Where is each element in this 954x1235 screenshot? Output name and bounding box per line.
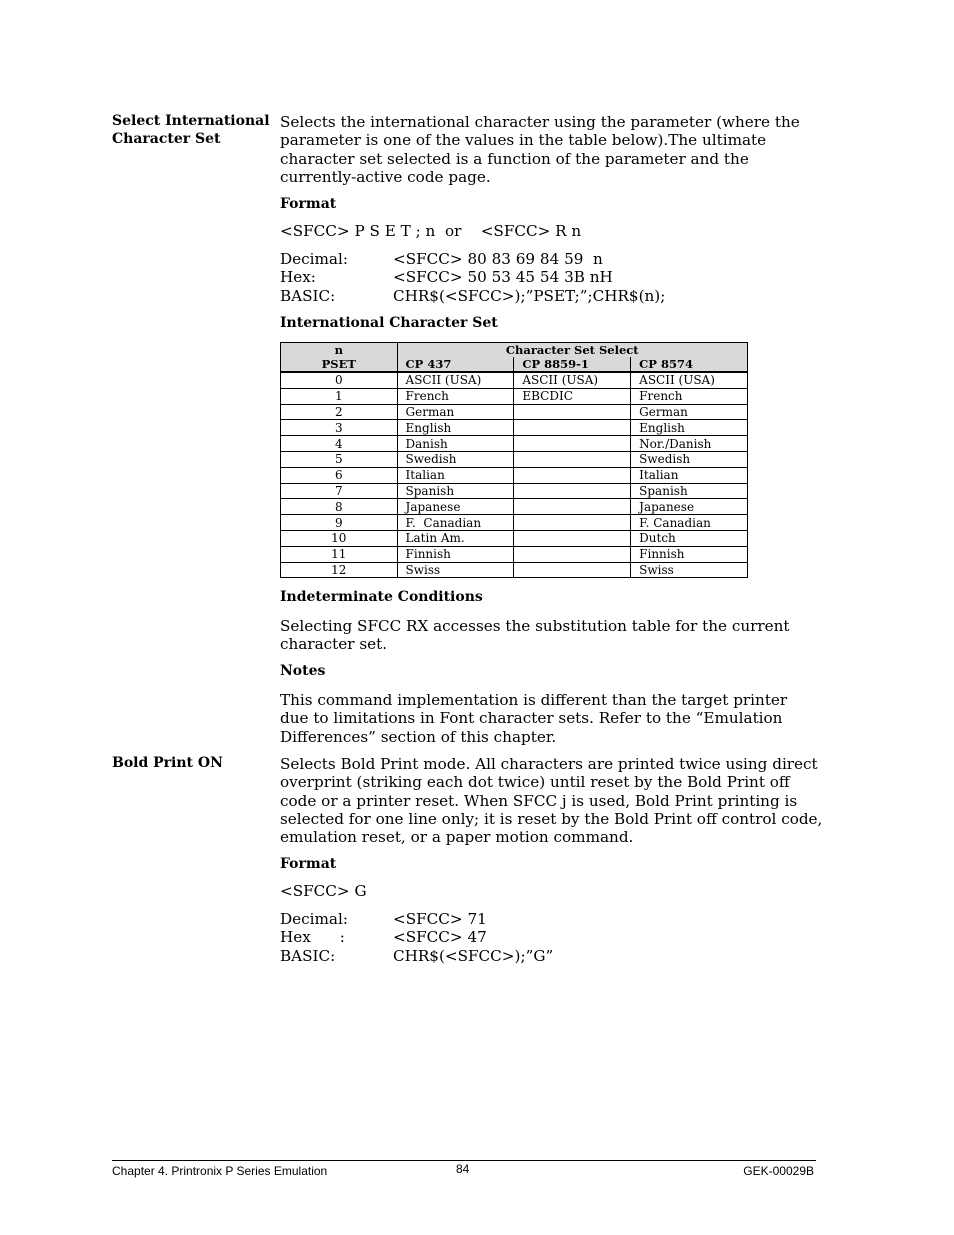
table-row [281,420,748,436]
table-row [281,467,748,483]
table-row [281,499,748,515]
table-cell-cp437: Swiss [397,562,514,578]
table-cell-cp437: Japanese [397,499,514,515]
bold-code-label-hex: Hex : [280,928,345,946]
table-cell-n: 12 [281,562,398,578]
table-cell-cp8574: Nor./Danish [631,436,748,452]
table-cell-cp8574: Italian [631,467,748,483]
table-cell-cp437: German [397,404,514,420]
footer-rule [112,1160,816,1161]
table-header-group: Character Set Select [397,343,747,358]
intl-code-value-decimal: <SFCC> 80 83 69 84 59 n [393,250,603,268]
intl-code-label-basic: BASIC: [280,287,336,305]
table-cell-n: 4 [281,436,398,452]
bold-description [280,755,823,847]
table-cell-cp8859-1 [514,515,631,531]
table-cell-cp437: Spanish [397,483,514,499]
table-cell-cp437: English [397,420,514,436]
table-cell-cp437: Danish [397,436,514,452]
table-cell-cp8859-1 [514,499,631,515]
table-row [281,388,748,404]
table-cell-cp437: ASCII (USA) [397,372,514,388]
intl-description [280,113,815,186]
table-cell-cp8574: Swedish [631,451,748,467]
text-line: character set selected is a function of the parameter and the [280,149,749,168]
intl-code-label-decimal: Decimal: [280,250,348,268]
bold-format-heading: Format [280,856,337,872]
table-cell-cp8574: F. Canadian [631,515,748,531]
bold-code-value-basic: CHR$(<SFCC>);”G” [393,947,554,965]
table-cell-n: 1 [281,388,398,404]
table-cell-n: 2 [281,404,398,420]
table-row [281,404,748,420]
table-cell-cp437: Swedish [397,451,514,467]
intl-code-value-basic: CHR$(<SFCC>);”PSET;”;CHR$(n); [393,287,666,305]
table-row [281,451,748,467]
intl-format-line: <SFCC> P S E T ; n or <SFCC> R n [280,222,582,240]
text-line: This command implementation is different than the target printer [280,691,788,709]
table-cell-n: 5 [281,451,398,467]
table-cell-cp8574: German [631,404,748,420]
table-row [281,530,748,546]
table-row [281,562,748,578]
text-line: Selects Bold Print mode. All characters are printed twice using direct [280,755,818,773]
table-cell-cp437: Latin Am. [397,530,514,546]
table-cell-cp8859-1 [514,467,631,483]
footer-chapter: Chapter 4. Printronix P Series Emulation [112,1164,328,1178]
text-line: selected for one line only; it is reset by the Bold Print off control code, [280,809,823,828]
indeterminate-text [280,617,815,654]
table-cell-n: 0 [281,372,398,388]
text-line: code or a printer reset. When SFCC j is used, Bold Print printing is [280,791,798,810]
text-line: emulation reset, or a paper motion command. [280,828,634,847]
table-row [281,546,748,562]
text-line: Differences” section of this chapter. [280,727,557,746]
table-cell-n: 8 [281,499,398,515]
table-cell-cp8859-1 [514,530,631,546]
footer-doc-id: GEK-00029B [743,1164,814,1178]
table-cell-cp8859-1: ASCII (USA) [514,372,631,388]
table-cell-n: 9 [281,515,398,531]
indeterminate-heading: Indeterminate Conditions [280,589,483,605]
table-cell-cp8574: Japanese [631,499,748,515]
table-cell-cp8574: Spanish [631,483,748,499]
table-cell-cp437: French [397,388,514,404]
table-cell-n: 6 [281,467,398,483]
table-cell-cp8859-1: EBCDIC [514,388,631,404]
intl-format-heading: Format [280,196,337,212]
table-header-pset: PSET [281,357,398,372]
text-line: Selecting SFCC RX accesses the substitution table for the current [280,617,790,635]
character-set-table [280,342,748,578]
table-cell-cp8859-1 [514,546,631,562]
footer-page-number: 84 [456,1162,470,1176]
table-cell-cp8574: ASCII (USA) [631,372,748,388]
table-cell-n: 10 [281,530,398,546]
text-line: overprint (striking each dot twice) until reset by the Bold Print off [280,773,790,792]
table-cell-cp437: F. Canadian [397,515,514,531]
table-row [281,483,748,499]
text-line: character set. [280,635,388,654]
text-line: Selects the international character using the parameter (where the [280,113,800,131]
table-row [281,515,748,531]
table-cell-cp437: Italian [397,467,514,483]
notes-heading: Notes [280,663,326,679]
bold-code-value-hex: <SFCC> 47 [393,928,487,946]
table-cell-cp8574: English [631,420,748,436]
table-header-cp437: CP 437 [397,357,514,372]
section-title-select-international-character-set [112,112,270,148]
table-cell-cp437: Finnish [397,546,514,562]
table-cell-cp8574: Swiss [631,562,748,578]
table-header-cp8574: CP 8574 [631,357,748,372]
text-line: parameter is one of the values in the table below).The ultimate [280,131,767,150]
table-header-cp8859-1: CP 8859-1 [514,357,631,372]
table-cell-cp8574: Finnish [631,546,748,562]
table-cell-cp8574: French [631,388,748,404]
intl-code-label-hex: Hex: [280,268,316,286]
intl-table-heading: International Character Set [280,315,498,331]
table-cell-cp8859-1 [514,483,631,499]
section-title-bold-print-on: Bold Print ON [112,755,223,771]
notes-text [280,691,815,746]
intl-code-value-hex: <SFCC> 50 53 45 54 3B nH [393,268,613,286]
table-cell-cp8859-1 [514,451,631,467]
table-cell-n: 3 [281,420,398,436]
table-cell-n: 11 [281,546,398,562]
table-row [281,436,748,452]
section-title-line: Select International [112,113,270,129]
table-row [281,372,748,388]
table-cell-cp8859-1 [514,404,631,420]
table-cell-cp8859-1 [514,436,631,452]
bold-code-value-decimal: <SFCC> 71 [393,910,487,928]
table-header-n: n [281,343,398,358]
bold-code-label-decimal: Decimal: [280,910,348,928]
bold-code-label-basic: BASIC: [280,947,336,965]
table-cell-cp8859-1 [514,420,631,436]
table-cell-n: 7 [281,483,398,499]
text-line: due to limitations in Font character sets. Refer to the “Emulation [280,709,783,728]
section-title-line: Character Set [112,131,221,147]
text-line: currently-active code page. [280,167,491,186]
bold-format-line: <SFCC> G [280,882,367,900]
table-cell-cp8859-1 [514,562,631,578]
table-cell-cp8574: Dutch [631,530,748,546]
